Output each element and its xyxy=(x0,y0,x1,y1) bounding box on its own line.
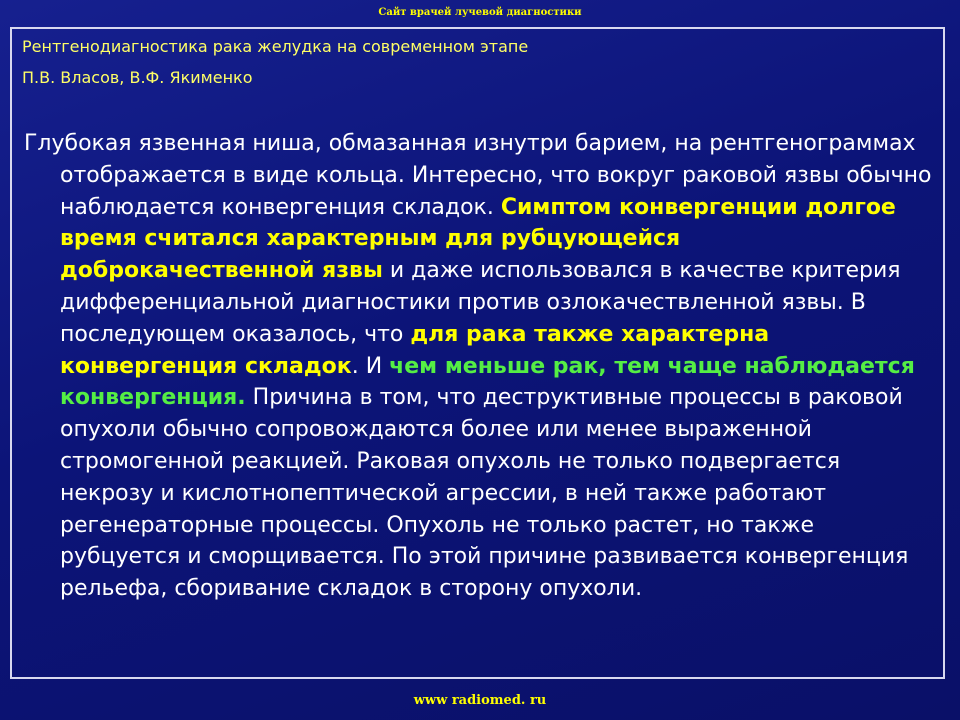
site-header: Сайт врачей лучевой диагностики xyxy=(378,7,582,18)
footer-url: www radiomed. ru xyxy=(413,693,547,708)
body-text-part-4: Причина в том, что деструктивные процессы в раковой опухоли обычно сопровождаются более или менее выраженной стромогенной реакцией. Раковая опухоль не только подвергается некрозу и кислотнопептической агрессии, в ней также работают регенераторные процессы. Опухоль не только растет, но также рубцуется и сморщивается. По этой причине развивается конвергенция рельефа, сборивание складок в сторону опухоли. xyxy=(60,385,909,602)
highlight-benign-ulcer-symptom: Симптом конвергенции долгое время считался характерным для рубцующейся доброкачественной язвы xyxy=(60,194,896,284)
article-authors: П.В. Власов, В.Ф. Якименко xyxy=(22,68,253,87)
body-text-part-3: . И xyxy=(351,353,390,379)
body-text-part-2: и даже использовался в качестве критерия дифференциальной диагностики против озлокачествленной язвы. В последующем оказалось, что xyxy=(60,258,901,347)
body-text-part-1: Глубокая язвенная ниша, обмазанная изнутри барием, на рентгенограммах отображается в виде кольца. Интересно, что вокруг раковой язвы обычно наблюдается конвергенция складок. xyxy=(24,131,932,220)
body-paragraph xyxy=(24,128,932,605)
article-title: Рентгенодиагностика рака желудка на современном этапе xyxy=(22,37,529,56)
highlight-cancer-convergence: для рака также характерна конвергенция складок xyxy=(60,321,770,379)
highlight-smaller-cancer: чем меньше рак, тем чаще наблюдается конвергенция. xyxy=(60,353,915,411)
